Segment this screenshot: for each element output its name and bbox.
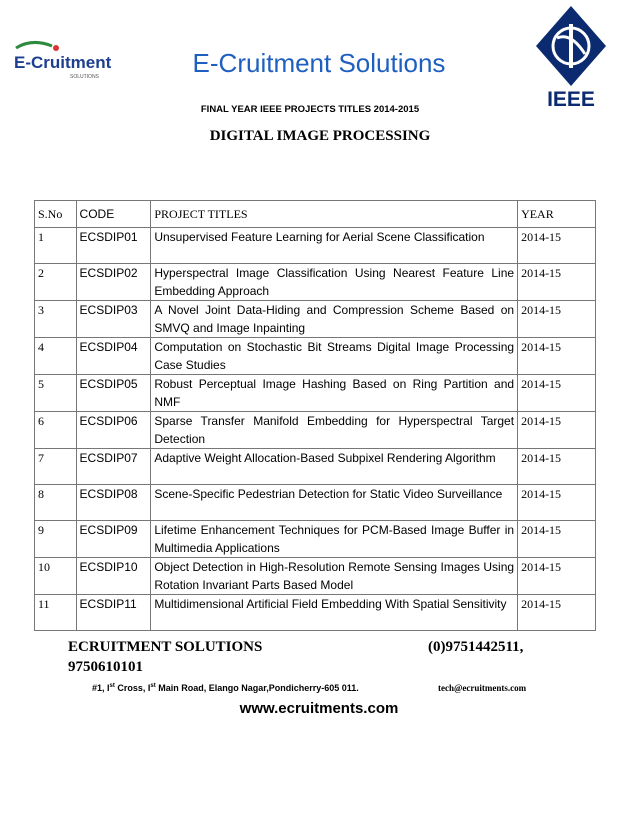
row-year: 2014-15 [518, 485, 596, 521]
table-header-row [35, 201, 596, 228]
footer-phone-1: (0)9751442511, [428, 639, 524, 655]
row-year: 2014-15 [518, 521, 596, 558]
footer-email[interactable]: tech@ecruitments.com [438, 683, 527, 693]
table-row [35, 558, 596, 595]
company-name: E-Cruitment Solutions [192, 48, 446, 78]
header-year: YEAR [518, 201, 596, 228]
row-title: Object Detection in High-Resolution Remote Sensing Images Using Rotation Invariant Parts Based Model [151, 558, 518, 595]
row-sno: 6 [35, 412, 77, 449]
row-sno: 2 [35, 264, 77, 301]
row-code: ECSDIP10 [76, 558, 151, 595]
row-code: ECSDIP01 [76, 228, 151, 264]
row-code: ECSDIP07 [76, 449, 151, 485]
header-sno: S.No [35, 201, 77, 228]
row-code: ECSDIP06 [76, 412, 151, 449]
final-year-title: FINAL YEAR IEEE PROJECTS TITLES 2014-2015 [200, 104, 420, 115]
row-code: ECSDIP09 [76, 521, 151, 558]
address-part-1: #1, I [92, 683, 110, 693]
row-title: Robust Perceptual Image Hashing Based on Ring Partition and NMF [151, 375, 518, 412]
row-sno: 11 [35, 595, 77, 631]
table-row [35, 521, 596, 558]
header-code: CODE [76, 201, 151, 228]
row-sno: 9 [35, 521, 77, 558]
table-row [35, 412, 596, 449]
projects-table [34, 200, 596, 631]
row-code: ECSDIP03 [76, 301, 151, 338]
row-year: 2014-15 [518, 375, 596, 412]
address-sup-2: st [150, 683, 156, 689]
row-code: ECSDIP08 [76, 485, 151, 521]
row-title: Scene-Specific Pedestrian Detection for Static Video Surveillance [151, 485, 518, 521]
table-row [35, 338, 596, 375]
row-sno: 5 [35, 375, 77, 412]
row-year: 2014-15 [518, 301, 596, 338]
table-row [35, 485, 596, 521]
address-sup-1: st [109, 683, 115, 689]
row-year: 2014-15 [518, 558, 596, 595]
row-title: Sparse Transfer Manifold Embedding for Hyperspectral Target Detection [151, 412, 518, 449]
row-code: ECSDIP04 [76, 338, 151, 375]
header-title: PROJECT TITLES [151, 201, 518, 228]
row-sno: 3 [35, 301, 77, 338]
row-title: Computation on Stochastic Bit Streams Digital Image Processing Case Studies [151, 338, 518, 375]
table-row [35, 375, 596, 412]
row-sno: 8 [35, 485, 77, 521]
row-sno: 1 [35, 228, 77, 264]
row-sno: 10 [35, 558, 77, 595]
e-cruitment-logo [12, 40, 124, 84]
table-row [35, 595, 596, 631]
row-year: 2014-15 [518, 228, 596, 264]
row-title: Lifetime Enhancement Techniques for PCM-Based Image Buffer in Multimedia Applications [151, 521, 518, 558]
row-title: Hyperspectral Image Classification Using Nearest Feature Line Embedding Approach [151, 264, 518, 301]
row-year: 2014-15 [518, 595, 596, 631]
row-code: ECSDIP02 [76, 264, 151, 301]
table-row [35, 228, 596, 264]
table-row [35, 264, 596, 301]
row-year: 2014-15 [518, 264, 596, 301]
row-sno: 4 [35, 338, 77, 375]
row-title: Unsupervised Feature Learning for Aerial Scene Classification [151, 228, 518, 264]
table-row [35, 449, 596, 485]
address-part-2: Cross, I [114, 683, 151, 693]
ieee-logo [530, 2, 612, 114]
logo-subtext: SOLUTIONS [70, 74, 99, 80]
row-year: 2014-15 [518, 338, 596, 375]
row-title: A Novel Joint Data-Hiding and Compression Scheme Based on SMVQ and Image Inpainting [151, 301, 518, 338]
row-title: Multidimensional Artificial Field Embedding With Spatial Sensitivity [151, 595, 518, 631]
row-code: ECSDIP11 [76, 595, 151, 631]
footer-phone-2: 9750610101 [68, 659, 143, 675]
row-sno: 7 [35, 449, 77, 485]
table-row [35, 301, 596, 338]
row-year: 2014-15 [518, 412, 596, 449]
footer-company: ECRUITMENT SOLUTIONS [68, 639, 263, 655]
logo-text: E-Cruitment [14, 53, 112, 72]
row-year: 2014-15 [518, 449, 596, 485]
ieee-logo-text: IEEE [547, 88, 595, 111]
footer-website[interactable]: www.ecruitments.com [239, 700, 399, 717]
footer-address [92, 683, 359, 693]
address-part-3: Main Road, Elango Nagar,Pondicherry-605 011. [155, 683, 359, 693]
row-code: ECSDIP05 [76, 375, 151, 412]
row-title: Adaptive Weight Allocation-Based Subpixel Rendering Algorithm [151, 449, 518, 485]
subject-heading: DIGITAL IMAGE PROCESSING [209, 128, 431, 144]
